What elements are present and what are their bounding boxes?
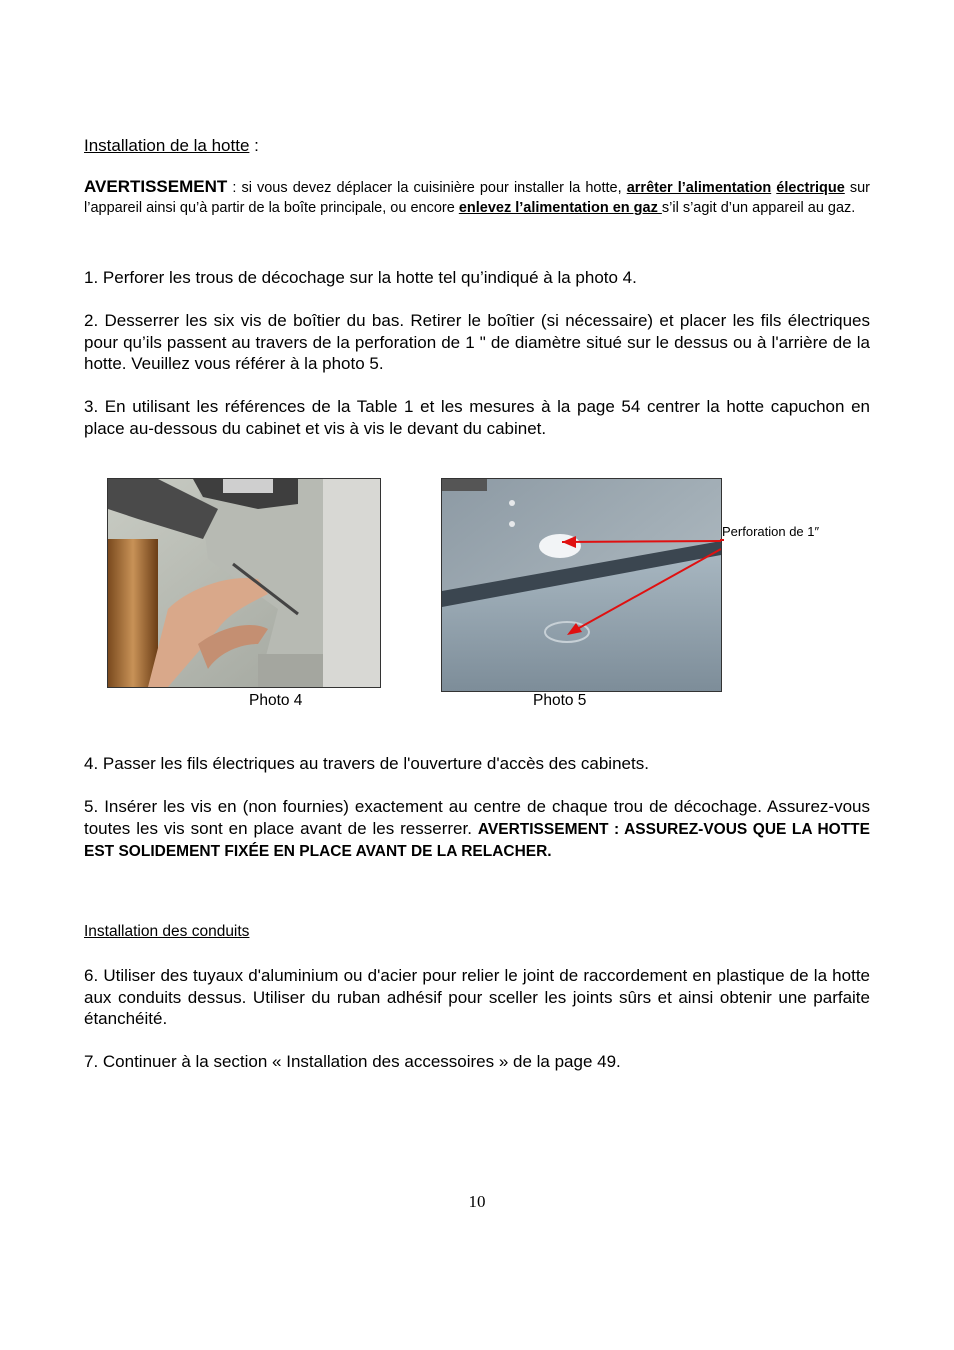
warning-underline-1a: arrêter l’alimentation [626, 180, 772, 196]
warning-label: AVERTISSEMENT [84, 177, 228, 196]
photo-5-image [441, 478, 722, 692]
page-number: 10 [468, 1192, 486, 1211]
step-2: 2. Desserrer les six vis de boîtier du bas. Retirer le boîtier (si nécessaire) et placer les fils électriques pour qu’ils passent au travers de la perforation de 1 " de diamètre situé sur le dessus ou à l'arrière de la hotte. Veuillez vous référer à la photo 5. [84, 311, 870, 373]
warning-text-2: sur l’appareil ainsi qu’à partir de la boîte principale, ou encore [84, 180, 871, 216]
step-4: 4. Passer les fils électriques au travers de l'ouverture d'accès des cabinets. [84, 754, 649, 773]
step-5-text: 5. Insérer les vis en (non fournies) exactement au centre de chaque trou de décochage. Assurez-vous toutes les vis sont en place avant de les resserrer. [84, 797, 870, 838]
photo-5-caption: Photo 5 [533, 692, 587, 709]
step-1: 1. Perforer les trous de décochage sur la hotte tel qu’indiqué à la photo 4. [84, 268, 637, 287]
photo-4-image [107, 478, 381, 688]
photo-4-illustration [108, 479, 380, 687]
warning-text-3: s’il s’agit d’un appareil au gaz. [661, 200, 856, 216]
step-7: 7. Continuer à la section « Installation des accessoires » de la page 49. [84, 1052, 621, 1071]
step-5-warning: AVERTISSEMENT : ASSUREZ-VOUS QUE LA HOTTE EST SOLIDEMENT FIXÉE EN PLACE AVANT DE LA RELACHER. [84, 820, 870, 860]
step-3: 3. En utilisant les références de la Table 1 et les mesures à la page 54 centrer la hotte capuchon en place au-dessous du cabinet et vis à vis le devant du cabinet. [84, 397, 870, 438]
ducts-subheading-text: Installation des conduits [84, 923, 250, 940]
heading-colon: : [249, 136, 259, 155]
step-5 [84, 796, 870, 862]
annotation-label: Perforation de 1″ [722, 524, 820, 539]
warning-underline-1b: électrique [776, 180, 845, 196]
warning-paragraph [84, 177, 870, 218]
step-6: 6. Utiliser des tuyaux d'aluminium ou d'acier pour relier le joint de raccordement en plastique de la hotte aux conduits dessus. Utiliser du ruban adhésif pour sceller les joints sûrs et ainsi obtenir une parfaite étanchéité. [84, 966, 870, 1028]
warning-underline-2: enlevez l’alimentation en gaz [458, 200, 662, 216]
ducts-subheading [84, 923, 870, 941]
warning-text-1: : si vous devez déplacer la cuisinière pour installer la hotte, [227, 180, 627, 196]
section-heading [84, 135, 870, 157]
heading-text: Installation de la hotte [84, 136, 250, 155]
photo-4-caption: Photo 4 [249, 692, 303, 709]
photo-5-illustration [442, 479, 721, 691]
